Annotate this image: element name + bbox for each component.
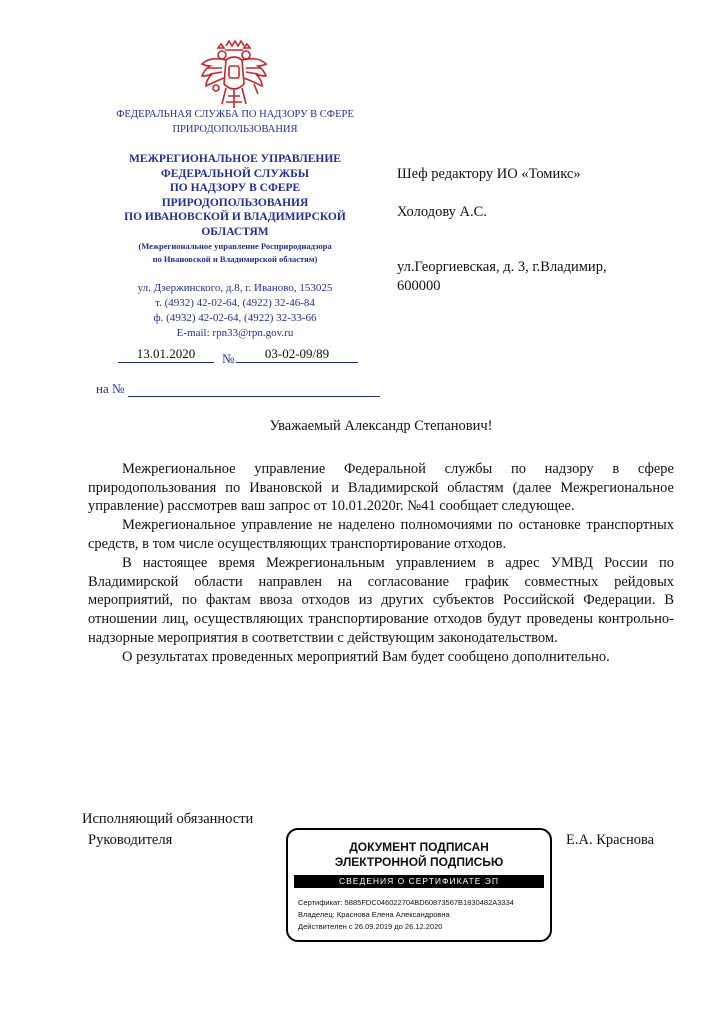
body-paragraph: Межрегиональное управление не наделено полномочиями по остановке транспортных средств, в том числе осуществляющих транспортирование отходов. [88, 517, 674, 552]
department-short-name [100, 240, 370, 266]
department-name-line: ПРИРОДОПОЛЬЗОВАНИЯ [161, 196, 309, 209]
body-paragraph: О результатах проведенных мероприятий Вам будет сообщено дополнительно. [122, 648, 610, 665]
recipient-address [397, 258, 607, 296]
department-name [100, 152, 370, 239]
stamp-title-line: ДОКУМЕНТ ПОДПИСАН [349, 840, 489, 854]
salutation: Уважаемый Александр Степанович! [269, 418, 493, 434]
stamp-valid: Действителен с 26.09.2019 до 26.12.2020 [298, 922, 443, 931]
signer-name: Е.А. Краснова [566, 832, 655, 848]
recipient-position: Шеф редактору ИО «Томикс» [397, 166, 581, 182]
body-paragraph: Межрегиональное управление Федеральной службы по надзору в сфере природопользования по Ивановской и Владимирской областям (далее Межрегиональное управление) рассмотрев ваш запрос от 10.01.2020г. №41 сообщает следующее. [88, 461, 674, 515]
number-sign: № [222, 351, 235, 366]
document-date: 13.01.2020 [118, 346, 214, 363]
department-name-line: ПО ИВАНОВСКОЙ И ВЛАДИМИРСКОЙ [124, 211, 346, 223]
letter-body [88, 460, 674, 667]
department-name-line: ОБЛАСТЯМ [201, 225, 269, 238]
department-name-line: ФЕДЕРАЛЬНОЙ СЛУЖБЫ [160, 167, 310, 180]
e-signature-stamp [286, 828, 552, 942]
stamp-title [288, 840, 550, 870]
service-name-line: ФЕДЕРАЛЬНАЯ СЛУЖБА ПО НАДЗОРУ В СФЕРЕ [116, 109, 354, 120]
document-number: 03-02-09/89 [236, 346, 358, 363]
email-line: E-mail: rpn33@rpn.gov.ru [176, 327, 294, 339]
recipient-address-line: ул.Георгиевская, д. 3, г.Владимир, [397, 259, 607, 275]
service-name [110, 107, 360, 137]
reply-to-line [128, 396, 380, 397]
stamp-certificate-bar: СВЕДЕНИЯ О СЕРТИФИКАТЕ ЭП [294, 875, 544, 888]
recipient-postcode: 600000 [397, 278, 441, 294]
address-line: ул. Дзержинского, д.8, г. Иваново, 153025 [137, 282, 333, 294]
stamp-title-line: ЭЛЕКТРОННОЙ ПОДПИСЬЮ [334, 855, 504, 869]
signer-position-line2: Руководителя [88, 832, 173, 848]
department-name-line: МЕЖРЕГИОНАЛЬНОЕ УПРАВЛЕНИЕ [129, 153, 341, 165]
coat-of-arms-icon [196, 38, 272, 114]
body-paragraph: В настоящее время Межрегиональным управлением в адрес УМВД России по Владимирской области направлен на согласование график совместных рейдовых мероприятий, по фактам ввоза отходов из других субъектов Российской Федерации. В отношении лиц, осуществляющих транспортирование отходов будут проведены контрольно-надзорные мероприятия в соответствии с действующим законодательством. [88, 555, 674, 646]
fax-line: ф. (4932) 42-02-64, (4922) 32-33-66 [153, 312, 317, 324]
department-name-line: ПО НАДЗОРУ В СФЕРЕ [169, 182, 301, 194]
department-contacts [100, 281, 370, 341]
recipient-name: Холодову А.С. [397, 204, 487, 220]
reply-to-label: на № [96, 381, 125, 396]
stamp-certificate: Сертификат: 5885FDC046022704BD60873567B1830482A3334 [298, 898, 514, 907]
short-name-line: (Межрегиональное управление Росприроднадзора [138, 241, 332, 251]
service-name-line: ПРИРОДОПОЛЬЗОВАНИЯ [172, 124, 298, 135]
signer-position-line1: Исполняющий обязанности [82, 811, 254, 827]
stamp-owner: Владелец: Краснова Елена Александровна [298, 910, 450, 919]
short-name-line: по Ивановской и Владимирской областям) [152, 254, 318, 264]
phone-line: т. (4932) 42-02-64, (4922) 32-46-84 [155, 297, 315, 309]
